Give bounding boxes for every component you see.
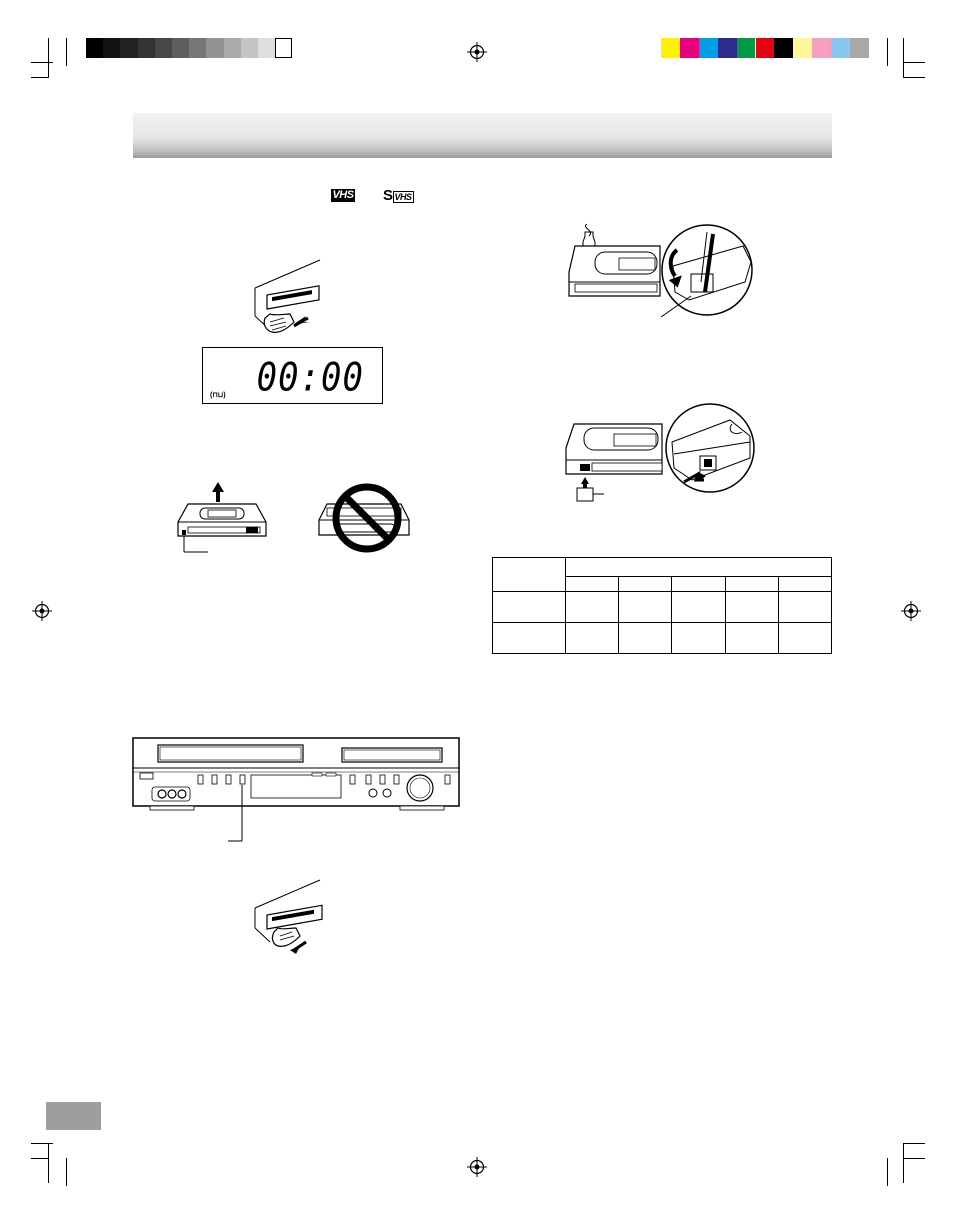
table-subheader-cell [725,577,778,592]
color-swatch [699,38,718,58]
color-swatch [812,38,831,58]
trim-mark [903,1158,925,1159]
table-corner-cell [493,558,566,592]
table-subheader-cell [672,577,725,592]
table-header-cell [566,558,832,577]
table-subheader-cell [778,577,831,592]
color-swatch [680,38,699,58]
color-swatch [224,38,241,58]
table-cell [566,592,619,623]
table-cell [619,623,672,654]
color-swatch [258,38,275,58]
registration-mark-top [467,42,487,62]
cover-hole-tape-illustration [560,402,760,507]
page-number-tab [46,1102,101,1130]
color-swatch [756,38,775,58]
table-cell [619,592,672,623]
table-cell [672,623,725,654]
cassette-record-tab-illustration [174,478,269,560]
table-cell [672,592,725,623]
trim-mark [903,38,904,78]
trim-mark [903,62,925,63]
trim-mark [48,38,49,78]
trim-mark [66,1158,67,1186]
trim-mark [66,38,67,66]
trim-mark [903,77,925,78]
table-cell [725,592,778,623]
color-swatch [850,38,869,58]
color-swatch [86,38,103,58]
trim-mark [48,1143,49,1183]
table-row [493,623,832,654]
registration-mark-right [901,601,921,621]
prohibited-upside-down-cassette [315,480,415,555]
trim-mark [31,77,49,78]
color-step-bar [661,38,869,58]
color-swatch [206,38,223,58]
table-subheader-cell [619,577,672,592]
color-swatch [103,38,120,58]
eject-cassette-illustration [250,876,330,961]
table-row [493,592,832,623]
vhs-logo: VHS [332,189,354,201]
color-swatch [120,38,137,58]
trim-mark [887,1158,888,1186]
trim-mark [903,1143,904,1183]
section-header-bar [133,113,832,158]
table-cell [566,623,619,654]
table-cell [778,623,831,654]
gray-step-bar [86,38,292,58]
table-subheader-cell [566,577,619,592]
table-cell [778,592,831,623]
vcr-front-panel-illustration [132,737,462,847]
color-swatch [737,38,756,58]
color-swatch [172,38,189,58]
color-swatch [275,38,292,58]
display-time: 00:00 [256,355,364,401]
trim-mark [887,38,888,66]
color-swatch [718,38,737,58]
svhs-logo-s: S [383,187,393,204]
registration-mark-left [32,601,52,621]
trim-mark [31,1143,53,1144]
table-cell [725,623,778,654]
table-cell [493,592,566,623]
color-swatch [793,38,812,58]
svhs-logo [383,189,417,202]
trim-mark [31,1158,49,1159]
break-tab-screwdriver-illustration [565,222,760,327]
insert-cassette-illustration [250,256,330,341]
trim-mark [31,62,53,63]
table-cell [493,623,566,654]
color-swatch [774,38,793,58]
color-swatch [189,38,206,58]
tape-speed-table [492,557,832,654]
color-swatch [155,38,172,58]
vcr-display-panel [202,347,383,404]
registration-mark-bottom [467,1157,487,1177]
color-swatch [831,38,850,58]
svhs-logo-vhs: VHS [394,192,412,202]
color-swatch [241,38,258,58]
color-swatch [138,38,155,58]
color-swatch [661,38,680,58]
tape-indicator-icon: (⊓⊔) [210,392,226,399]
trim-mark [903,1143,925,1144]
